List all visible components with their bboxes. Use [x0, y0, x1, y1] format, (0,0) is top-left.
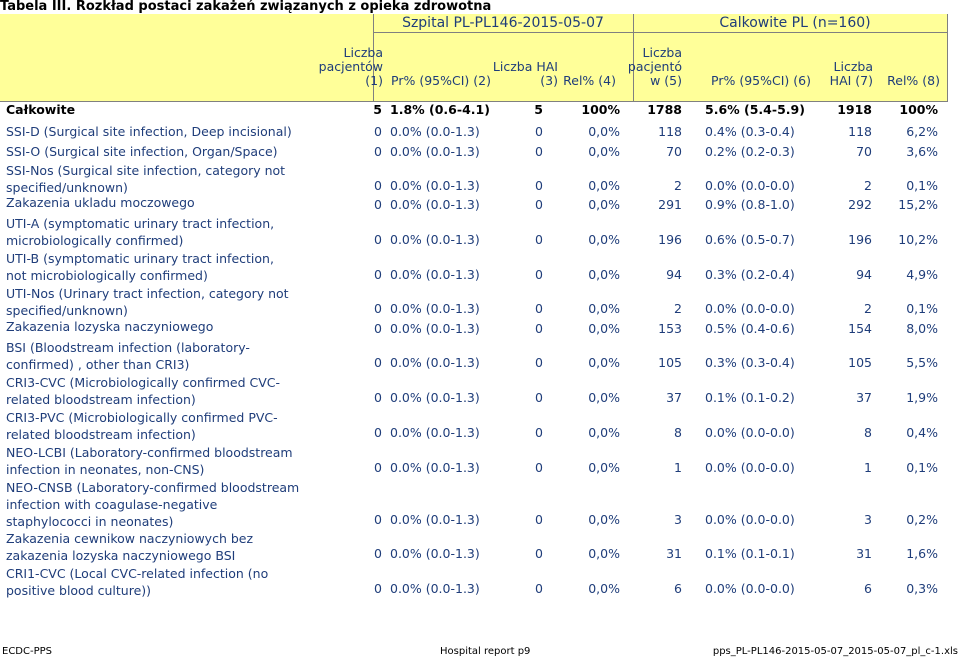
cell-c8: 3,6%: [906, 144, 938, 159]
cell-c6: 0.0% (0.0-0.0): [705, 512, 795, 527]
cell-c2: 0.0% (0.0-1.3): [390, 581, 480, 596]
cell-c4: 0,0%: [588, 197, 620, 212]
cell-c4: 0,0%: [588, 355, 620, 370]
table-row: [0, 248, 948, 284]
cell-c6: 0.9% (0.8-1.0): [705, 197, 795, 212]
cell-c1: 0: [374, 355, 382, 370]
cell-c6: 0.0% (0.0-0.0): [705, 301, 795, 316]
footer-right: pps_PL-PL146-2015-05-07_2015-05-07_pl_c-1.xls: [712, 646, 958, 657]
cell-c1: 5: [373, 102, 382, 117]
table-row: [0, 141, 948, 161]
cell-c4: 0,0%: [588, 581, 620, 596]
cell-c6: 0.0% (0.0-0.0): [705, 425, 795, 440]
cell-c5: 1788: [647, 102, 682, 117]
cell-c5: 3: [674, 512, 682, 527]
cell-c7: 1918: [837, 102, 872, 117]
cell-c4: 0,0%: [588, 301, 620, 316]
cell-c7: 37: [856, 390, 872, 405]
cell-c8: 5,5%: [906, 355, 938, 370]
cell-c4: 0,0%: [588, 321, 620, 336]
col-header-hai-count: Liczba HAI (3): [492, 59, 558, 88]
row-label: BSI (Bloodstream infection (laboratory-confirmed) , other than CRI3): [6, 340, 250, 372]
cell-c1: 0: [374, 425, 382, 440]
cell-c3: 5: [534, 102, 543, 117]
row-label: UTI-A (symptomatic urinary tract infection, microbiologically confirmed): [6, 216, 275, 248]
cell-c3: 0: [535, 581, 543, 596]
cell-c2: 0.0% (0.0-1.3): [390, 390, 480, 405]
cell-c5: 196: [658, 232, 682, 247]
cell-c6: 0.3% (0.2-0.4): [705, 267, 795, 282]
cell-c4: 0,0%: [588, 144, 620, 159]
cell-c6: 0.3% (0.3-0.4): [705, 355, 795, 370]
cell-c2: 0.0% (0.0-1.3): [390, 178, 480, 193]
cell-c5: 6: [674, 581, 682, 596]
col-header-relative-pl: Rel% (8): [887, 73, 940, 88]
cell-c7: 292: [848, 197, 872, 212]
cell-c5: 153: [658, 321, 682, 336]
cell-c1: 0: [374, 390, 382, 405]
cell-c7: 70: [856, 144, 872, 159]
cell-c8: 0,2%: [906, 512, 938, 527]
cell-c1: 0: [374, 197, 382, 212]
cell-c8: 6,2%: [906, 124, 938, 139]
cell-c4: 0,0%: [588, 267, 620, 282]
cell-c2: 0.0% (0.0-1.3): [390, 355, 480, 370]
cell-c1: 0: [374, 512, 382, 527]
cell-c8: 8,0%: [906, 321, 938, 336]
cell-c3: 0: [535, 178, 543, 193]
row-label: SSI-Nos (Surgical site infection, category not specified/unknown): [6, 163, 286, 195]
cell-c5: 1: [674, 460, 682, 475]
cell-c1: 0: [374, 301, 382, 316]
cell-c8: 0,3%: [906, 581, 938, 596]
cell-c7: 118: [848, 124, 872, 139]
cell-c3: 0: [535, 390, 543, 405]
cell-c1: 0: [374, 178, 382, 193]
footer-left: ECDC-PPS: [2, 646, 52, 657]
cell-c4: 0,0%: [588, 178, 620, 193]
cell-c3: 0: [535, 460, 543, 475]
cell-c7: 94: [856, 267, 872, 282]
group-header-hospital: Szpital PL-PL146-2015-05-07: [402, 15, 604, 31]
cell-c3: 0: [535, 512, 543, 527]
row-label: CRI1-CVC (Local CVC-related infection (no positive blood culture)): [6, 566, 269, 598]
cell-c2: 0.0% (0.0-1.3): [390, 460, 480, 475]
cell-c3: 0: [535, 321, 543, 336]
cell-c7: 105: [848, 355, 872, 370]
cell-c7: 2: [864, 301, 872, 316]
row-label: UTI-Nos (Urinary tract infection, category not specified/unknown): [6, 286, 289, 318]
table-row: [0, 160, 948, 195]
cell-c5: 105: [658, 355, 682, 370]
cell-c8: 1,9%: [906, 390, 938, 405]
cell-c1: 0: [374, 460, 382, 475]
cell-c7: 154: [848, 321, 872, 336]
row-label: NEO-CNSB (Laboratory-confirmed bloodstream infection with coagulase-negative staphylococci in neonates): [6, 480, 300, 529]
table-row-total: [0, 101, 948, 118]
row-label: CRI3-PVC (Microbiologically confirmed PVC-related bloodstream infection): [6, 410, 278, 442]
cell-c6: 0.0% (0.0-0.0): [705, 581, 795, 596]
cell-c5: 31: [666, 546, 682, 561]
cell-c4: 0,0%: [588, 512, 620, 527]
cell-c6: 0.6% (0.5-0.7): [705, 232, 795, 247]
table-row: [0, 194, 948, 214]
table-row: [0, 372, 948, 407]
cell-c7: 31: [856, 546, 872, 561]
cell-c8: 0,1%: [906, 301, 938, 316]
header-divider: [947, 14, 948, 101]
row-label: Zakazenia ukladu moczowego: [6, 195, 195, 210]
cell-c2: 0.0% (0.0-1.3): [390, 124, 480, 139]
cell-c2: 0.0% (0.0-1.3): [390, 232, 480, 247]
cell-c7: 2: [864, 178, 872, 193]
col-header-hai-count-pl: Liczba HAI (7): [829, 59, 873, 88]
cell-c4: 0,0%: [588, 232, 620, 247]
cell-c6: 0.2% (0.2-0.3): [705, 144, 795, 159]
cell-c3: 0: [535, 267, 543, 282]
cell-c4: 0,0%: [588, 124, 620, 139]
cell-c8: 0,1%: [906, 460, 938, 475]
cell-c5: 291: [658, 197, 682, 212]
cell-c2: 0.0% (0.0-1.3): [390, 197, 480, 212]
header-divider: [373, 32, 948, 33]
table-row: [0, 213, 948, 249]
cell-c7: 196: [848, 232, 872, 247]
cell-c8: 100%: [899, 102, 938, 117]
cell-c2: 0.0% (0.0-1.3): [390, 321, 480, 336]
cell-c3: 0: [535, 301, 543, 316]
row-label: Zakazenia lozyska naczyniowego: [6, 319, 214, 334]
cell-c2: 0.0% (0.0-1.3): [390, 425, 480, 440]
table-row: [0, 528, 948, 563]
cell-c5: 118: [658, 124, 682, 139]
group-header-total-pl: Calkowite PL (n=160): [719, 15, 871, 31]
cell-c7: 3: [864, 512, 872, 527]
cell-c6: 0.0% (0.0-0.0): [705, 178, 795, 193]
row-label: SSI-D (Surgical site infection, Deep incisional): [6, 124, 292, 139]
cell-c6: 0.5% (0.4-0.6): [705, 321, 795, 336]
row-label: CRI3-CVC (Microbiologically confirmed CVC-related bloodstream infection): [6, 375, 281, 407]
table-title: Tabela III. Rozkład postaci zakażeń związanych z opieka zdrowotna: [0, 0, 492, 14]
cell-c1: 0: [374, 267, 382, 282]
table-row: [0, 407, 948, 442]
cell-c1: 0: [374, 124, 382, 139]
table-row: [0, 283, 948, 318]
cell-c6: 0.1% (0.1-0.2): [705, 390, 795, 405]
cell-c4: 0,0%: [588, 460, 620, 475]
row-label: Zakazenia cewnikow naczyniowych bez zakazenia lozyska naczyniowego BSI: [6, 531, 254, 563]
col-header-patients-pl: Liczba pacjentó w (5): [627, 45, 682, 88]
cell-c8: 0,4%: [906, 425, 938, 440]
cell-c1: 0: [374, 546, 382, 561]
cell-c8: 10,2%: [898, 232, 938, 247]
cell-c5: 94: [666, 267, 682, 282]
col-header-patients: Liczba pacjentów (1): [318, 45, 383, 88]
cell-c1: 0: [374, 581, 382, 596]
table-row: [0, 442, 948, 477]
cell-c3: 0: [535, 355, 543, 370]
page-footer: [0, 643, 960, 660]
cell-c5: 37: [666, 390, 682, 405]
cell-c6: 0.4% (0.3-0.4): [705, 124, 795, 139]
cell-c3: 0: [535, 124, 543, 139]
cell-c4: 0,0%: [588, 390, 620, 405]
col-header-prevalence: Pr% (95%CI) (2): [391, 73, 491, 88]
cell-c5: 2: [674, 178, 682, 193]
cell-c1: 0: [374, 321, 382, 336]
table-row: [0, 318, 948, 338]
cell-c1: 0: [374, 144, 382, 159]
cell-c2: 1.8% (0.6-4.1): [390, 102, 490, 117]
cell-c2: 0.0% (0.0-1.3): [390, 546, 480, 561]
cell-c2: 0.0% (0.0-1.3): [390, 301, 480, 316]
row-label: SSI-O (Surgical site infection, Organ/Space): [6, 144, 278, 159]
cell-c3: 0: [535, 197, 543, 212]
row-label: Całkowite: [6, 102, 76, 117]
cell-c4: 0,0%: [588, 546, 620, 561]
cell-c3: 0: [535, 425, 543, 440]
cell-c6: 0.0% (0.0-0.0): [705, 460, 795, 475]
table-row: [0, 121, 948, 141]
cell-c6: 5.6% (5.4-5.9): [705, 102, 805, 117]
cell-c7: 1: [864, 460, 872, 475]
cell-c7: 6: [864, 581, 872, 596]
col-header-prevalence-pl: Pr% (95%CI) (6): [711, 73, 811, 88]
cell-c4: 100%: [581, 102, 620, 117]
cell-c5: 2: [674, 301, 682, 316]
col-header-relative: Rel% (4): [563, 73, 616, 88]
cell-c1: 0: [374, 232, 382, 247]
cell-c7: 8: [864, 425, 872, 440]
cell-c2: 0.0% (0.0-1.3): [390, 267, 480, 282]
cell-c2: 0.0% (0.0-1.3): [390, 144, 480, 159]
cell-c5: 8: [674, 425, 682, 440]
table-row: [0, 337, 948, 372]
cell-c3: 0: [535, 144, 543, 159]
cell-c2: 0.0% (0.0-1.3): [390, 512, 480, 527]
cell-c6: 0.1% (0.1-0.1): [705, 546, 795, 561]
cell-c4: 0,0%: [588, 425, 620, 440]
row-label: UTI-B (symptomatic urinary tract infection, not microbiologically confirmed): [6, 251, 274, 283]
table-row: [0, 477, 948, 529]
row-label: NEO-LCBI (Laboratory-confirmed bloodstream infection in neonates, non-CNS): [6, 445, 293, 477]
cell-c8: 15,2%: [898, 197, 938, 212]
cell-c5: 70: [666, 144, 682, 159]
cell-c3: 0: [535, 232, 543, 247]
table-row: [0, 563, 948, 598]
cell-c8: 1,6%: [906, 546, 938, 561]
cell-c3: 0: [535, 546, 543, 561]
cell-c8: 0,1%: [906, 178, 938, 193]
footer-center: Hospital report p9: [440, 646, 531, 657]
cell-c8: 4,9%: [906, 267, 938, 282]
